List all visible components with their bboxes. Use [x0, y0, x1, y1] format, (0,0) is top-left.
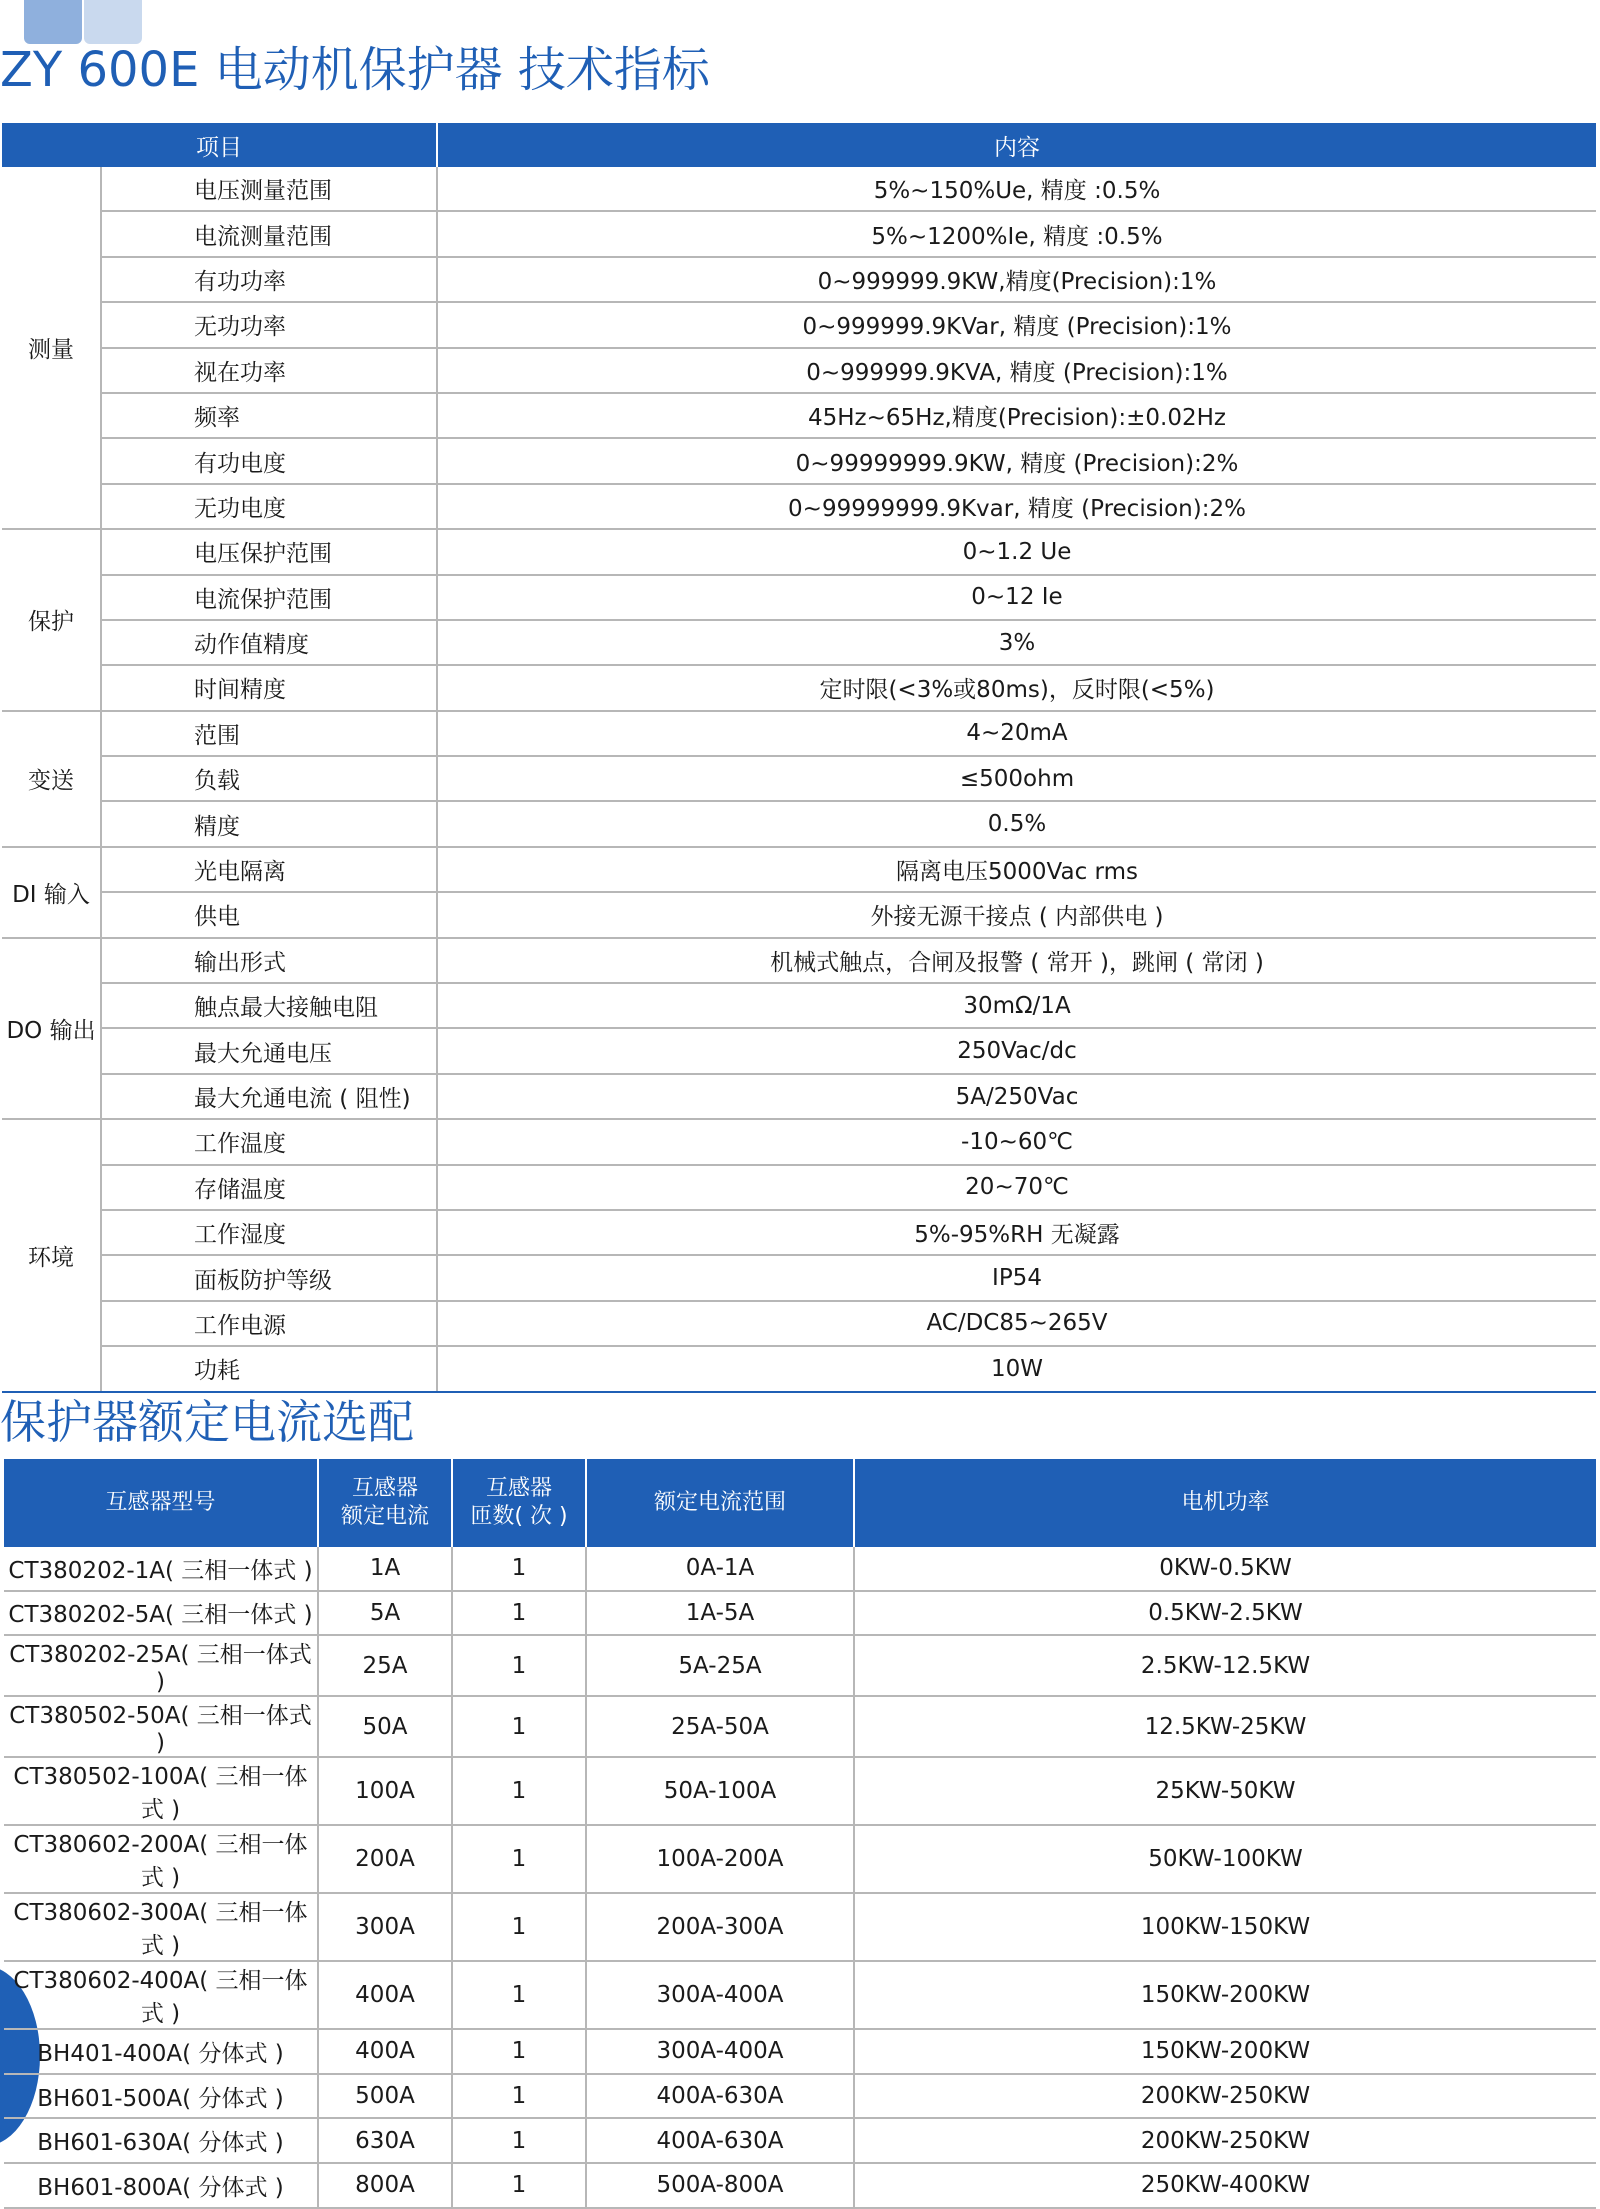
spec-category: 测量 [2, 167, 101, 529]
spec-value: AC/DC85~265V [437, 1301, 1596, 1346]
rated-cell: 1 [452, 1757, 586, 1825]
rated-cell: 1 [452, 1825, 586, 1893]
spec-value: 机械式触点，合闸及报警 ( 常开 )，跳闸 ( 常闭 ) [437, 938, 1596, 983]
rated-header-line: 互感器型号 [105, 1490, 216, 1515]
section-title-rated-current: 保护器额定电流选配 [0, 1395, 414, 1449]
spec-row [2, 167, 1596, 211]
spec-value: 20~70℃ [437, 1165, 1596, 1210]
rated-cell: CT380602-400A( 三相一体式 ) [4, 1961, 318, 2029]
rated-cell: 1 [452, 1591, 586, 1636]
rated-cell: 500A-800A [586, 2163, 854, 2208]
spec-value: 0~999999.9KW,精度(Precision):1% [437, 257, 1596, 302]
rated-row [4, 1825, 1596, 1893]
rated-row [4, 2163, 1596, 2208]
spec-row [2, 393, 1596, 438]
page-title: ZY 600E 电动机保护器 技术指标 [0, 42, 710, 98]
spec-category: DI 输入 [2, 847, 101, 938]
spec-row [2, 1210, 1596, 1255]
rated-cell: 150KW-200KW [854, 2029, 1596, 2074]
rated-cell: BH601-500A( 分体式 ) [4, 2074, 318, 2119]
rated-row [4, 1635, 1596, 1696]
rated-header-row [4, 1459, 1596, 1547]
rated-cell: CT380602-300A( 三相一体式 ) [4, 1893, 318, 1961]
spec-item: 最大允通电流 ( 阻性) [101, 1074, 437, 1119]
spec-value: 45Hz~65Hz,精度(Precision):±0.02Hz [437, 393, 1596, 438]
spec-value: 0~1.2 Ue [437, 529, 1596, 574]
rated-header-line: 额定电流 [340, 1504, 429, 1529]
spec-row [2, 1255, 1596, 1300]
rated-cell: 400A [318, 1961, 452, 2029]
spec-item: 电压保护范围 [101, 529, 437, 574]
rated-cell: 50KW-100KW [854, 1825, 1596, 1893]
spec-row [2, 257, 1596, 302]
spec-row [2, 1301, 1596, 1346]
spec-value: 0~999999.9KVA, 精度 (Precision):1% [437, 348, 1596, 393]
rated-row [4, 2118, 1596, 2163]
rated-cell: 25A [318, 1635, 452, 1696]
spec-value: 250Vac/dc [437, 1028, 1596, 1073]
rated-cell: 200KW-250KW [854, 2074, 1596, 2119]
rated-cell: 1 [452, 1635, 586, 1696]
rated-cell: 200A-300A [586, 1893, 854, 1961]
rated-cell: 1 [452, 1547, 586, 1591]
spec-row [2, 484, 1596, 529]
rated-body [4, 1547, 1596, 2208]
spec-item: 工作湿度 [101, 1210, 437, 1255]
rated-row [4, 1961, 1596, 2029]
spec-item: 视在功率 [101, 348, 437, 393]
rated-header-line: 电机功率 [1181, 1490, 1270, 1515]
spec-item: 触点最大接触电阻 [101, 983, 437, 1028]
rated-cell: 1 [452, 2074, 586, 2119]
rated-cell: CT380602-200A( 三相一体式 ) [4, 1825, 318, 1893]
rated-header-cell [452, 1459, 586, 1547]
spec-value: 5%~150%Ue, 精度 :0.5% [437, 167, 1596, 211]
rated-cell: 250KW-400KW [854, 2163, 1596, 2208]
rated-cell: 1A-5A [586, 1591, 854, 1636]
rated-header-cell [854, 1459, 1596, 1547]
spec-row [2, 438, 1596, 483]
spec-header-item: 项目 [2, 123, 437, 167]
rated-cell: 1 [452, 2163, 586, 2208]
spec-item: 时间精度 [101, 665, 437, 710]
spec-item: 无功功率 [101, 302, 437, 347]
spec-value: 10W [437, 1346, 1596, 1391]
rated-cell: 25KW-50KW [854, 1757, 1596, 1825]
spec-item: 无功电度 [101, 484, 437, 529]
spec-value: 4~20mA [437, 711, 1596, 756]
rated-cell: 400A-630A [586, 2118, 854, 2163]
spec-value: 0~12 Ie [437, 575, 1596, 620]
spec-row [2, 348, 1596, 393]
spec-row [2, 938, 1596, 983]
rated-cell: 0A-1A [586, 1547, 854, 1591]
spec-value: 5%~1200%Ie, 精度 :0.5% [437, 211, 1596, 256]
spec-item: 工作电源 [101, 1301, 437, 1346]
spec-item: 最大允通电压 [101, 1028, 437, 1073]
spec-item: 输出形式 [101, 938, 437, 983]
spec-item: 频率 [101, 393, 437, 438]
rated-cell: 500A [318, 2074, 452, 2119]
spec-item: 范围 [101, 711, 437, 756]
rated-cell: 1A [318, 1547, 452, 1591]
spec-item: 光电隔离 [101, 847, 437, 892]
rated-cell: 50A [318, 1696, 452, 1757]
spec-row [2, 756, 1596, 801]
rated-cell: 400A [318, 2029, 452, 2074]
spec-row [2, 892, 1596, 937]
rated-cell: 300A [318, 1893, 452, 1961]
spec-value: 0~999999.9KVar, 精度 (Precision):1% [437, 302, 1596, 347]
spec-item: 存储温度 [101, 1165, 437, 1210]
spec-category: DO 输出 [2, 938, 101, 1120]
rated-cell: 200A [318, 1825, 452, 1893]
rated-cell: 25A-50A [586, 1696, 854, 1757]
spec-row [2, 211, 1596, 256]
spec-row [2, 801, 1596, 846]
rated-cell: BH601-630A( 分体式 ) [4, 2118, 318, 2163]
spec-value: 30mΩ/1A [437, 983, 1596, 1028]
spec-value: 0~99999999.9Kvar, 精度 (Precision):2% [437, 484, 1596, 529]
rated-cell: 1 [452, 1893, 586, 1961]
spec-row [2, 711, 1596, 756]
rated-cell: 0KW-0.5KW [854, 1547, 1596, 1591]
spec-header-content: 内容 [437, 123, 1596, 167]
rated-header-line: 匝数( 次 ) [470, 1504, 568, 1529]
spec-row [2, 1165, 1596, 1210]
rated-cell: 50A-100A [586, 1757, 854, 1825]
spec-value: 外接无源干接点 ( 内部供电 ) [437, 892, 1596, 937]
rated-cell: 150KW-200KW [854, 1961, 1596, 2029]
rated-row [4, 1757, 1596, 1825]
rated-header-cell [4, 1459, 318, 1547]
rated-cell: CT380202-5A( 三相一体式 ) [4, 1591, 318, 1636]
spec-body [2, 167, 1596, 1392]
spec-row [2, 302, 1596, 347]
rated-cell: 5A [318, 1591, 452, 1636]
spec-row [2, 665, 1596, 710]
rated-cell: CT380202-25A( 三相一体式 ) [4, 1635, 318, 1696]
rated-cell: 1 [452, 1961, 586, 2029]
rated-cell: 800A [318, 2163, 452, 2208]
rated-cell: 630A [318, 2118, 452, 2163]
rated-cell: 100KW-150KW [854, 1893, 1596, 1961]
spec-category: 变送 [2, 711, 101, 847]
spec-item: 电流测量范围 [101, 211, 437, 256]
spec-item: 有功电度 [101, 438, 437, 483]
spec-item: 供电 [101, 892, 437, 937]
rated-row [4, 1547, 1596, 1591]
rated-cell: 5A-25A [586, 1635, 854, 1696]
rated-cell: 300A-400A [586, 1961, 854, 2029]
spec-item: 精度 [101, 801, 437, 846]
rated-cell: 400A-630A [586, 2074, 854, 2119]
spec-item: 功耗 [101, 1346, 437, 1391]
spec-value: -10~60℃ [437, 1119, 1596, 1164]
rated-cell: CT380502-50A( 三相一体式 ) [4, 1696, 318, 1757]
spec-item: 负载 [101, 756, 437, 801]
spec-value: 3% [437, 620, 1596, 665]
spec-category: 环境 [2, 1119, 101, 1391]
rated-cell: 12.5KW-25KW [854, 1696, 1596, 1757]
rated-cell: 300A-400A [586, 2029, 854, 2074]
spec-header-row [2, 123, 1596, 167]
rated-row [4, 2029, 1596, 2074]
spec-row [2, 529, 1596, 574]
spec-value: 定时限(<3%或80ms)，反时限(<5%) [437, 665, 1596, 710]
spec-row [2, 1028, 1596, 1073]
spec-row [2, 1346, 1596, 1391]
rated-row [4, 2074, 1596, 2119]
rated-cell: 1 [452, 2118, 586, 2163]
spec-item: 电流保护范围 [101, 575, 437, 620]
rated-current-table [4, 1459, 1596, 2209]
spec-value: 隔离电压5000Vac rms [437, 847, 1596, 892]
spec-value: 5A/250Vac [437, 1074, 1596, 1119]
spec-row [2, 1119, 1596, 1164]
spec-value: 0~99999999.9KW, 精度 (Precision):2% [437, 438, 1596, 483]
rated-header-cell [318, 1459, 452, 1547]
rated-cell: CT380202-1A( 三相一体式 ) [4, 1547, 318, 1591]
rated-cell: 0.5KW-2.5KW [854, 1591, 1596, 1636]
rated-row [4, 1591, 1596, 1636]
rated-cell: 100A-200A [586, 1825, 854, 1893]
rated-cell: 1 [452, 2029, 586, 2074]
rated-header-cell [586, 1459, 854, 1547]
spec-row [2, 847, 1596, 892]
rated-cell: 2.5KW-12.5KW [854, 1635, 1596, 1696]
spec-row [2, 620, 1596, 665]
spec-value: ≤500ohm [437, 756, 1596, 801]
spec-table [2, 123, 1596, 1393]
spec-item: 电压测量范围 [101, 167, 437, 211]
spec-row [2, 983, 1596, 1028]
rated-row [4, 1696, 1596, 1757]
spec-row [2, 1074, 1596, 1119]
spec-value: IP54 [437, 1255, 1596, 1300]
rated-row [4, 1893, 1596, 1961]
spec-value: 5%-95%RH 无凝露 [437, 1210, 1596, 1255]
spec-item: 面板防护等级 [101, 1255, 437, 1300]
rated-header-line: 互感器 [485, 1476, 552, 1501]
rated-cell: 100A [318, 1757, 452, 1825]
spec-value: 0.5% [437, 801, 1596, 846]
spec-row [2, 575, 1596, 620]
rated-cell: CT380502-100A( 三相一体式 ) [4, 1757, 318, 1825]
spec-item: 有功功率 [101, 257, 437, 302]
spec-category: 保护 [2, 529, 101, 711]
spec-item: 工作温度 [101, 1119, 437, 1164]
rated-header-line: 互感器 [351, 1476, 418, 1501]
rated-cell: 200KW-250KW [854, 2118, 1596, 2163]
rated-cell: BH401-400A( 分体式 ) [4, 2029, 318, 2074]
rated-header-line: 额定电流范围 [653, 1490, 786, 1515]
rated-cell: BH601-800A( 分体式 ) [4, 2163, 318, 2208]
spec-item: 动作值精度 [101, 620, 437, 665]
rated-cell: 1 [452, 1696, 586, 1757]
